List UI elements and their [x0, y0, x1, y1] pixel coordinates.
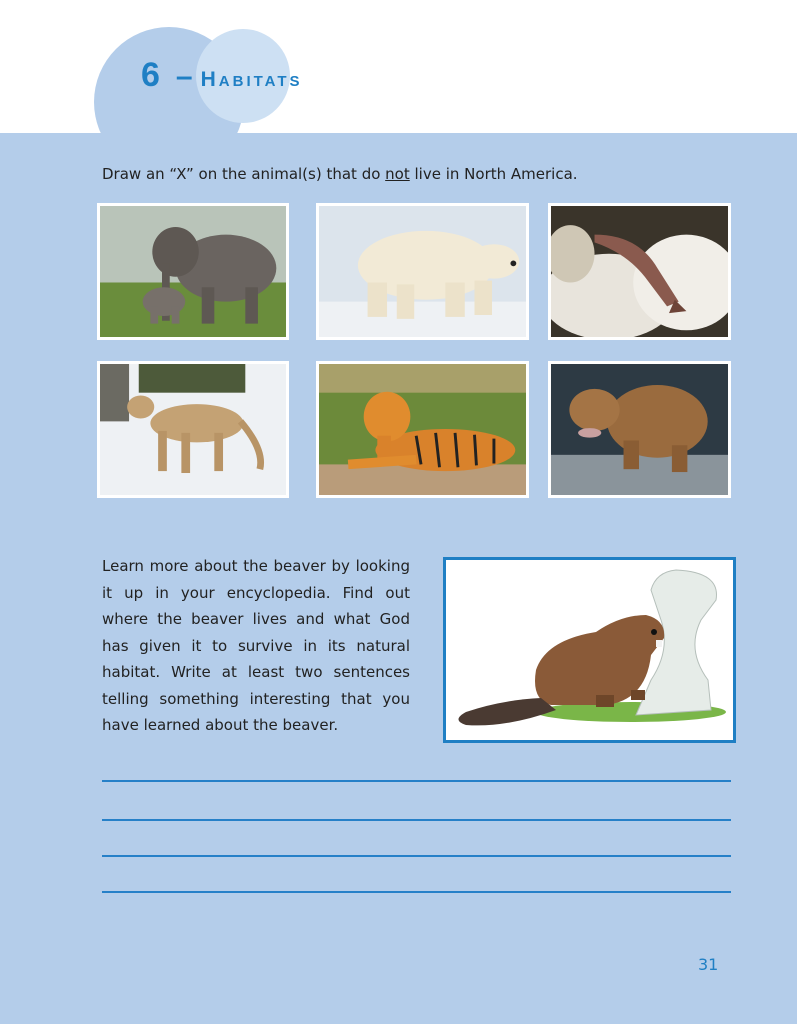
beaver-image: [446, 560, 733, 740]
tiger-image: [319, 364, 526, 495]
grizzly-bear-photo[interactable]: [548, 361, 731, 498]
chapter-number: 6: [141, 56, 160, 94]
page-number: 31: [698, 955, 719, 974]
cougar-image: [100, 364, 286, 495]
writing-line[interactable]: [102, 819, 731, 821]
salmon-image: [551, 206, 728, 337]
elephant-photo[interactable]: [97, 203, 289, 340]
writing-line[interactable]: [102, 891, 731, 893]
polar-bear-image: [319, 206, 526, 337]
polar-bear-photo[interactable]: [316, 203, 529, 340]
beaver-illustration: [443, 557, 736, 743]
chapter-name: Habitats: [200, 68, 303, 91]
grizzly-bear-image: [551, 364, 728, 495]
instruction-emphasis: not: [385, 165, 410, 183]
chapter-title: [141, 56, 303, 95]
writing-line[interactable]: [102, 780, 731, 782]
elephant-image: [100, 206, 286, 337]
cougar-photo[interactable]: [97, 361, 289, 498]
tiger-photo[interactable]: [316, 361, 529, 498]
salmon-photo[interactable]: [548, 203, 731, 340]
writing-line[interactable]: [102, 855, 731, 857]
beaver-instructions: Learn more about the beaver by looking it up in your encyclopedia. Find out where the beaver lives and what God has given it to survive in its natural habitat. Write at least two sentences telling something interesting that you have learned about the beaver.: [102, 557, 410, 734]
chapter-dash: –: [175, 60, 193, 93]
instruction-text: Draw an “X” on the animal(s) that do not live in North America.: [102, 165, 578, 183]
